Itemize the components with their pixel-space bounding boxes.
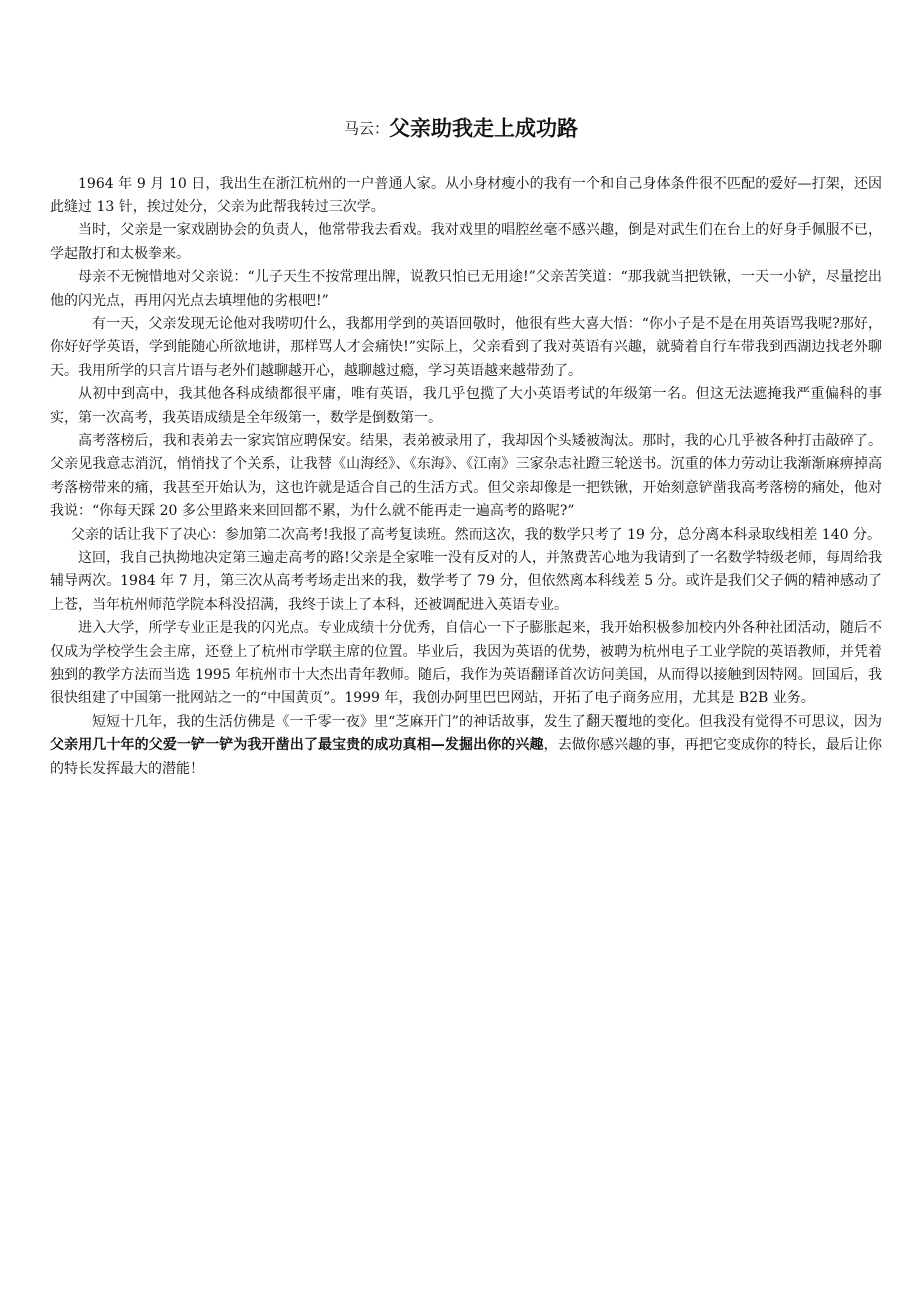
title-prefix: 马云： (343, 119, 389, 138)
title-main: 父亲助我走上成功路 (389, 116, 578, 141)
paragraph-4: 有一天，父亲发现无论他对我唠叨什么，我都用学到的英语回敬时，他很有些大喜大悟：“你小子是不是在用英语骂我呢?那好，你好好学英语，学到能随心所欲地讲，那样骂人才会痛快!”实际上，父亲看到了我对英语有兴趣，就骑着自行车带我到西湖边找老外聊天。我用所学的只言片语与老外们越聊越开心，越聊越过瘾，学习英语越来越带劲了。 (50, 315, 882, 379)
paragraph-10 (50, 711, 882, 781)
article-title (40, 110, 882, 147)
paragraph-3: 母亲不无惋惜地对父亲说：“儿子天生不按常理出牌，说教只怕已无用途!”父亲苦笑道：“那我就当把铁锹，一天一小铲，尽量挖出他的闪光点，再用闪光点去填埋他的劣根吧!” (50, 269, 882, 309)
paragraph-7: 父亲的话让我下了决心：参加第二次高考!我报了高考复读班。然而这次，我的数学只考了 19 分，总分离本科录取线相差 140 分。 (71, 526, 881, 543)
paragraph-1: 1964 年 9 月 10 日，我出生在浙江杭州的一户普通人家。从小身材瘦小的我有一个和自己身体条件很不匹配的爱好—打架，还因此缝过 13 针，挨过处分，父亲为此帮我转过三次学。 (50, 175, 882, 215)
document-page (50, 110, 882, 781)
paragraph-2: 当时，父亲是一家戏剧协会的负责人，他常带我去看戏。我对戏里的唱腔丝毫不感兴趣，倒是对武生们在台上的好身手佩服不已，学起散打和太极拳来。 (50, 222, 882, 262)
paragraph-8: 这回，我自己执拗地决定第三遍走高考的路!父亲是全家唯一没有反对的人，并煞费苦心地为我请到了一名数学特级老师，每周给我辅导两次。1984 年 7 月，第三次从高考考场走出来的我，数学考了 79 分，但依然离本科线差 5 分。或许是我们父子俩的精神感动了上苍，当年杭州师范学院本科没招满，我终于读上了本科，还被调配进入英语专业。 (50, 550, 882, 613)
paragraph-9: 进入大学，所学专业正是我的闪光点。专业成绩十分优秀，自信心一下子膨胀起来，我开始积极参加校内外各种社团活动，随后不仅成为学校学生会主席，还登上了杭州市学联主席的位置。毕业后，我因为英语的优势，被聘为杭州电子工业学院的英语教师，并凭着独到的教学方法而当选 1995 年杭州市十大杰出青年教师。随后，我作为英语翻译首次访问美国，从而得以接触到因特网。回国后，我很快组建了中国第一批网站之一的“中国黄页”。1999 年，我创办阿里巴巴网站，开拓了电子商务应用，尤其是 B2B 业务。 (50, 620, 882, 707)
paragraph-6: 高考落榜后，我和表弟去一家宾馆应聘保安。结果，表弟被录用了，我却因个头矮被淘汰。那时，我的心几乎被各种打击敲碎了。父亲见我意志消沉，悄悄找了个关系，让我替《山海经》、《东海》、《江南》三家杂志社蹬三轮送书。沉重的体力劳动让我渐渐麻痹掉高考落榜带来的痛，我甚至开始认为，这也许就是适合自己的生活方式。但父亲却像是一把铁锹，开始刻意铲凿我高考落榜的痛处，他对我说：“你每天踩 20 多公里路来来回回都不累，为什么就不能再走一遍高考的路呢?” (50, 432, 882, 520)
paragraph-10-text-after: ，去做你感兴趣的事，再把它变成你的特长，最后让你的特长发挥最大的潜能！ (50, 737, 883, 777)
paragraph-10-text-before: 短短十几年，我的生活仿佛是《一千零一夜》里“芝麻开门”的神话故事，发生了翻天覆地的变化。但我没有觉得不可思议，因为 (92, 713, 882, 730)
paragraph-5: 从初中到高中，我其他各科成绩都很平庸，唯有英语，我几乎包揽了大小英语考试的年级第一名。但这无法遮掩我严重偏科的事实，第一次高考，我英语成绩是全年级第一，数学是倒数第一。 (50, 386, 882, 426)
paragraph-10-emphasis: 父亲用几十年的父爱一铲一铲为我开凿出了最宝贵的成功真相—发掘出你的兴趣 (50, 737, 544, 754)
